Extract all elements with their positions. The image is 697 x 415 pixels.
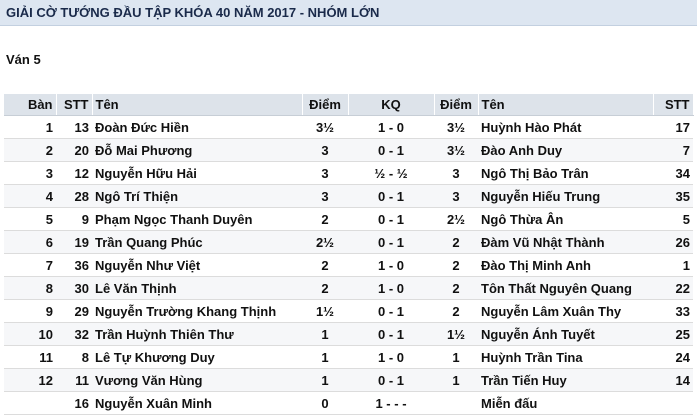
cell-stt2: 33 bbox=[653, 300, 693, 323]
page-header bbox=[0, 0, 697, 26]
cell-stt2: 26 bbox=[653, 231, 693, 254]
cell-stt2: 14 bbox=[653, 369, 693, 392]
cell-stt2: 7 bbox=[653, 139, 693, 162]
cell-ten: Lê Tự Khương Duy bbox=[92, 346, 302, 369]
cell-ban: 2 bbox=[4, 139, 56, 162]
cell-diem: 2½ bbox=[302, 231, 348, 254]
cell-diem: 3½ bbox=[302, 116, 348, 139]
cell-ban: 12 bbox=[4, 369, 56, 392]
cell-kq: 1 - 0 bbox=[348, 277, 434, 300]
cell-ban: 10 bbox=[4, 323, 56, 346]
cell-stt: 13 bbox=[56, 116, 92, 139]
cell-stt: 36 bbox=[56, 254, 92, 277]
cell-kq: 1 - 0 bbox=[348, 346, 434, 369]
cell-ten2: Đàm Vũ Nhật Thành bbox=[478, 231, 653, 254]
cell-diem2: 3½ bbox=[434, 116, 478, 139]
cell-diem: 1½ bbox=[302, 300, 348, 323]
cell-ban: 8 bbox=[4, 277, 56, 300]
table-row bbox=[4, 346, 693, 369]
cell-ten2: Miễn đấu bbox=[478, 392, 653, 415]
cell-stt: 20 bbox=[56, 139, 92, 162]
cell-diem: 1 bbox=[302, 369, 348, 392]
cell-kq: 0 - 1 bbox=[348, 369, 434, 392]
col-header-diem2[interactable]: Điểm bbox=[434, 94, 478, 116]
cell-stt2: 5 bbox=[653, 208, 693, 231]
table-row bbox=[4, 392, 693, 415]
col-header-kq[interactable]: KQ bbox=[348, 94, 434, 116]
cell-stt: 29 bbox=[56, 300, 92, 323]
cell-diem2: 1½ bbox=[434, 323, 478, 346]
cell-diem: 2 bbox=[302, 254, 348, 277]
cell-diem: 3 bbox=[302, 162, 348, 185]
cell-ten2: Nguyễn Hiếu Trung bbox=[478, 185, 653, 208]
cell-ten2: Nguyễn Ánh Tuyết bbox=[478, 323, 653, 346]
cell-diem2: 1 bbox=[434, 369, 478, 392]
cell-diem2: 3½ bbox=[434, 139, 478, 162]
cell-ten2: Huỳnh Trần Tina bbox=[478, 346, 653, 369]
cell-ten2: Trần Tiến Huy bbox=[478, 369, 653, 392]
cell-kq: ½ - ½ bbox=[348, 162, 434, 185]
round-label: Ván 5 bbox=[6, 52, 41, 67]
cell-diem: 3 bbox=[302, 185, 348, 208]
table-row bbox=[4, 116, 693, 139]
cell-kq: 0 - 1 bbox=[348, 300, 434, 323]
table-row bbox=[4, 208, 693, 231]
cell-ten: Lê Văn Thịnh bbox=[92, 277, 302, 300]
cell-stt2: 35 bbox=[653, 185, 693, 208]
cell-stt2: 25 bbox=[653, 323, 693, 346]
cell-ten: Trần Huỳnh Thiên Thư bbox=[92, 323, 302, 346]
cell-kq: 1 - 0 bbox=[348, 254, 434, 277]
cell-diem2: 1 bbox=[434, 346, 478, 369]
cell-ban: 5 bbox=[4, 208, 56, 231]
table-row bbox=[4, 323, 693, 346]
cell-diem2: 3 bbox=[434, 185, 478, 208]
cell-stt: 19 bbox=[56, 231, 92, 254]
cell-ten: Nguyễn Như Việt bbox=[92, 254, 302, 277]
table-row bbox=[4, 162, 693, 185]
cell-kq: 1 - - - bbox=[348, 392, 434, 415]
cell-ten: Nguyễn Trường Khang Thịnh bbox=[92, 300, 302, 323]
cell-stt: 30 bbox=[56, 277, 92, 300]
col-header-ban[interactable]: Bàn bbox=[4, 94, 56, 116]
cell-ban: 4 bbox=[4, 185, 56, 208]
cell-kq: 0 - 1 bbox=[348, 323, 434, 346]
cell-diem2: 2 bbox=[434, 277, 478, 300]
cell-ban: 3 bbox=[4, 162, 56, 185]
cell-diem2 bbox=[434, 392, 478, 415]
table-row bbox=[4, 185, 693, 208]
cell-ten2: Tôn Thất Nguyên Quang bbox=[478, 277, 653, 300]
cell-ten2: Ngô Thừa Ân bbox=[478, 208, 653, 231]
table-body bbox=[4, 116, 693, 415]
cell-ban: 7 bbox=[4, 254, 56, 277]
cell-diem: 1 bbox=[302, 323, 348, 346]
cell-diem: 2 bbox=[302, 208, 348, 231]
cell-stt: 16 bbox=[56, 392, 92, 415]
cell-ten2: Ngô Thị Bảo Trân bbox=[478, 162, 653, 185]
col-header-stt2[interactable]: STT bbox=[653, 94, 693, 116]
cell-ban: 9 bbox=[4, 300, 56, 323]
table-row bbox=[4, 231, 693, 254]
cell-diem: 1 bbox=[302, 346, 348, 369]
cell-diem: 0 bbox=[302, 392, 348, 415]
cell-diem: 2 bbox=[302, 277, 348, 300]
cell-stt2: 22 bbox=[653, 277, 693, 300]
table-row bbox=[4, 277, 693, 300]
page-title: GIẢI CỜ TƯỚNG ĐẦU TẬP KHÓA 40 NĂM 2017 - NHÓM LỚN bbox=[6, 5, 380, 20]
cell-ten: Ngô Trí Thiện bbox=[92, 185, 302, 208]
cell-ban bbox=[4, 392, 56, 415]
cell-kq: 0 - 1 bbox=[348, 185, 434, 208]
cell-diem: 3 bbox=[302, 139, 348, 162]
cell-diem2: 2½ bbox=[434, 208, 478, 231]
table-header-row bbox=[4, 94, 693, 116]
cell-ten2: Huỳnh Hào Phát bbox=[478, 116, 653, 139]
col-header-ten[interactable]: Tên bbox=[92, 94, 302, 116]
cell-stt2: 24 bbox=[653, 346, 693, 369]
cell-diem2: 3 bbox=[434, 162, 478, 185]
table-row bbox=[4, 300, 693, 323]
cell-kq: 0 - 1 bbox=[348, 208, 434, 231]
cell-stt2: 17 bbox=[653, 116, 693, 139]
cell-stt: 32 bbox=[56, 323, 92, 346]
cell-ten: Đoàn Đức Hiền bbox=[92, 116, 302, 139]
cell-ten: Đỗ Mai Phương bbox=[92, 139, 302, 162]
cell-stt: 28 bbox=[56, 185, 92, 208]
cell-stt: 12 bbox=[56, 162, 92, 185]
col-header-stt[interactable]: STT bbox=[56, 94, 92, 116]
col-header-diem[interactable]: Điểm bbox=[302, 94, 348, 116]
cell-ten2: Đào Anh Duy bbox=[478, 139, 653, 162]
cell-stt: 11 bbox=[56, 369, 92, 392]
cell-ten: Trần Quang Phúc bbox=[92, 231, 302, 254]
table-row bbox=[4, 139, 693, 162]
cell-ban: 6 bbox=[4, 231, 56, 254]
cell-diem2: 2 bbox=[434, 231, 478, 254]
cell-ban: 1 bbox=[4, 116, 56, 139]
table-row bbox=[4, 254, 693, 277]
cell-ten2: Nguyễn Lâm Xuân Thy bbox=[478, 300, 653, 323]
cell-ban: 11 bbox=[4, 346, 56, 369]
cell-stt2 bbox=[653, 392, 693, 415]
cell-ten: Phạm Ngọc Thanh Duyên bbox=[92, 208, 302, 231]
cell-ten: Vương Văn Hùng bbox=[92, 369, 302, 392]
cell-kq: 0 - 1 bbox=[348, 231, 434, 254]
col-header-ten2[interactable]: Tên bbox=[478, 94, 653, 116]
table-row bbox=[4, 369, 693, 392]
cell-stt: 9 bbox=[56, 208, 92, 231]
cell-stt2: 34 bbox=[653, 162, 693, 185]
cell-ten: Nguyễn Hữu Hải bbox=[92, 162, 302, 185]
cell-stt2: 1 bbox=[653, 254, 693, 277]
cell-ten: Nguyễn Xuân Minh bbox=[92, 392, 302, 415]
cell-ten2: Đào Thị Minh Anh bbox=[478, 254, 653, 277]
cell-stt: 8 bbox=[56, 346, 92, 369]
cell-kq: 1 - 0 bbox=[348, 116, 434, 139]
cell-kq: 0 - 1 bbox=[348, 139, 434, 162]
cell-diem2: 2 bbox=[434, 300, 478, 323]
cell-diem2: 2 bbox=[434, 254, 478, 277]
pairing-table bbox=[4, 94, 694, 415]
